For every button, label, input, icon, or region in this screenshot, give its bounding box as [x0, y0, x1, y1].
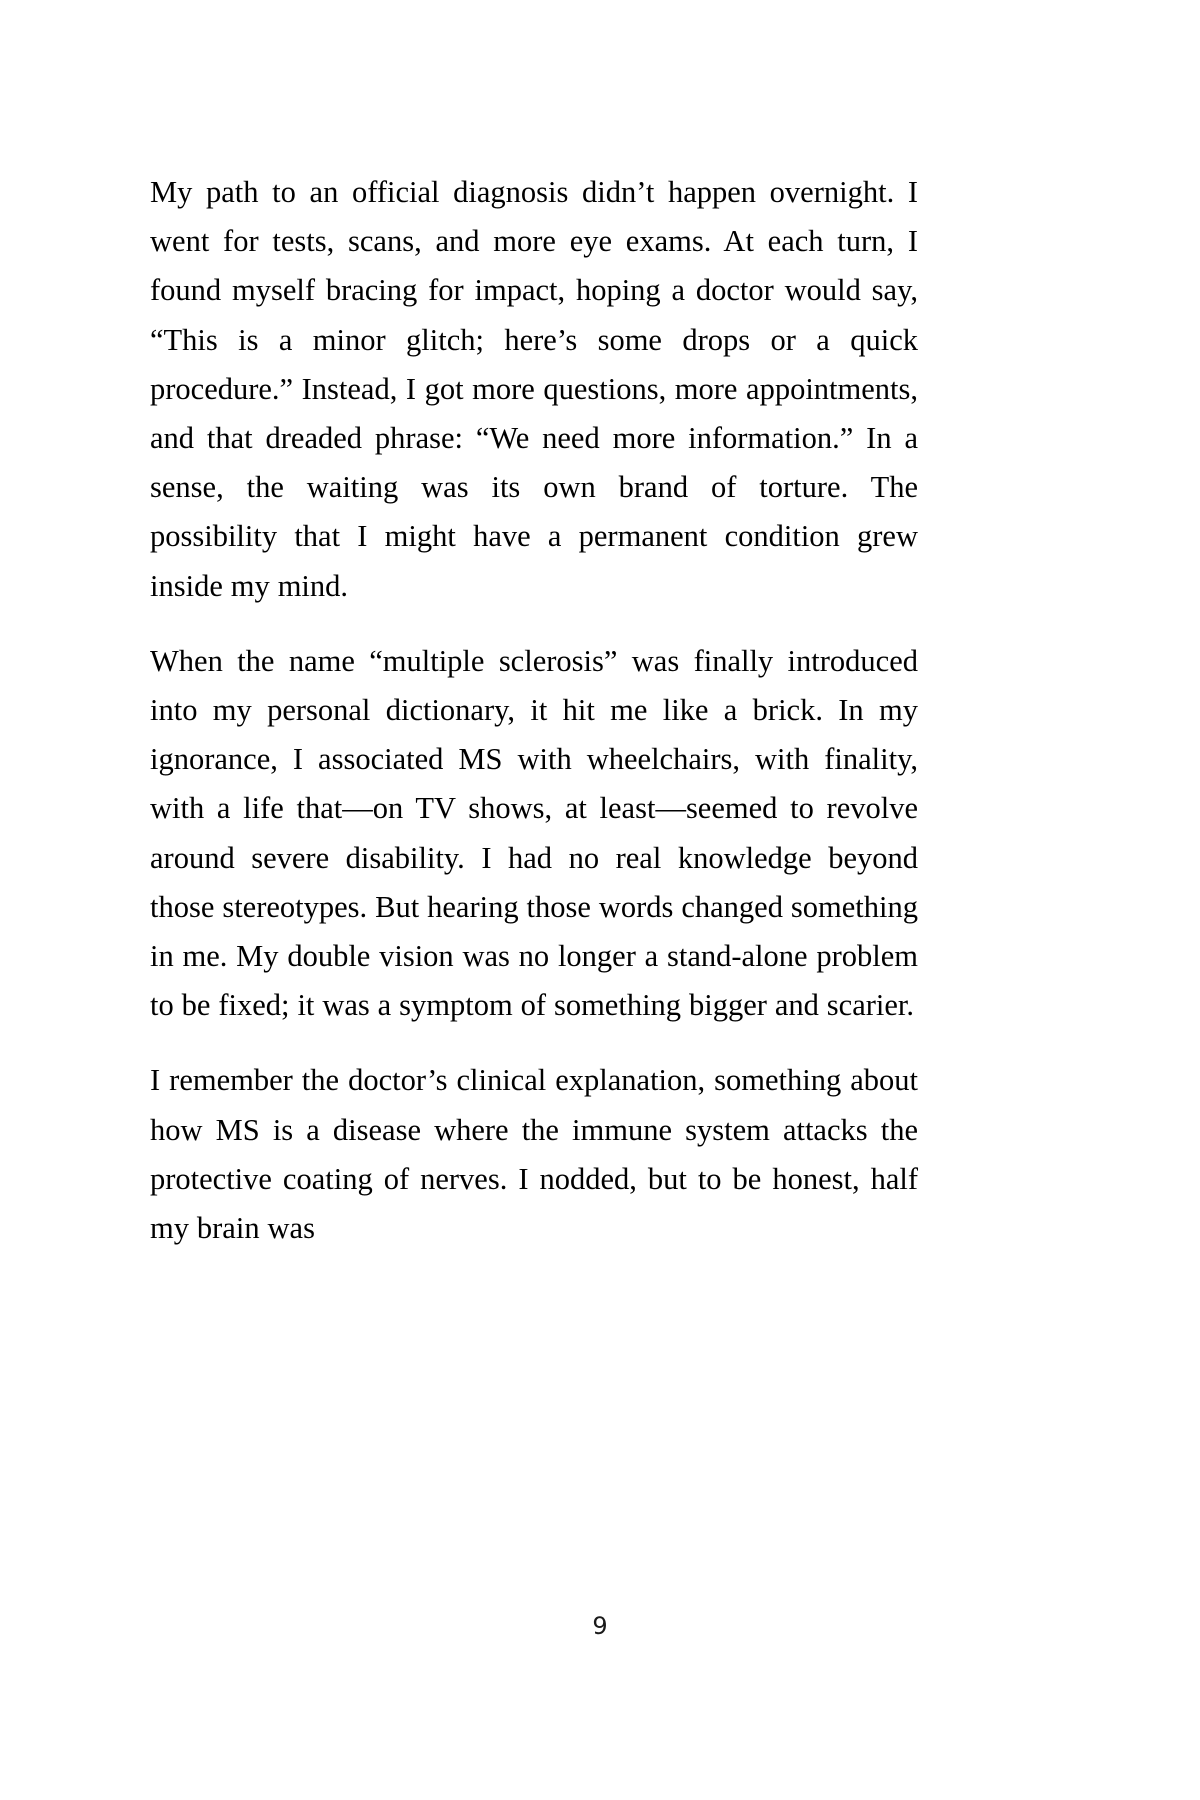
paragraph-clinical-explanation: I remember the doctor’s clinical explanation, something about how MS is a disease where the immune system attacks the protective coating of nerves. I nodded, but to be honest, half my brain was	[150, 1063, 918, 1246]
page-number: 9	[592, 1612, 608, 1640]
paragraph-multiple-sclerosis-name: When the name “multiple sclerosis” was finally introduced into my personal dictionary, it hit me like a brick. In my ignorance, I associated MS with wheelchairs, with finality, with a life that—on TV shows, at least—seemed to revolve around severe disability. I had no real knowledge beyond those stereotypes. But hearing those words changed something in me. My double vision was no longer a stand-alone problem to be fixed; it was a symptom of something bigger and scarier.	[150, 643, 918, 1023]
body-text-column	[150, 168, 918, 1253]
paragraph-diagnosis-journey: My path to an official diagnosis didn’t happen overnight. I went for tests, scans, and more eye exams. At each turn, I found myself bracing for impact, hoping a doctor would say, “This is a minor glitch; here’s some drops or a quick procedure.” Instead, I got more questions, more appointments, and that dreaded phrase: “We need more information.” In a sense, the waiting was its own brand of torture. The possibility that I might have a permanent condition grew inside my mind.	[150, 175, 918, 603]
